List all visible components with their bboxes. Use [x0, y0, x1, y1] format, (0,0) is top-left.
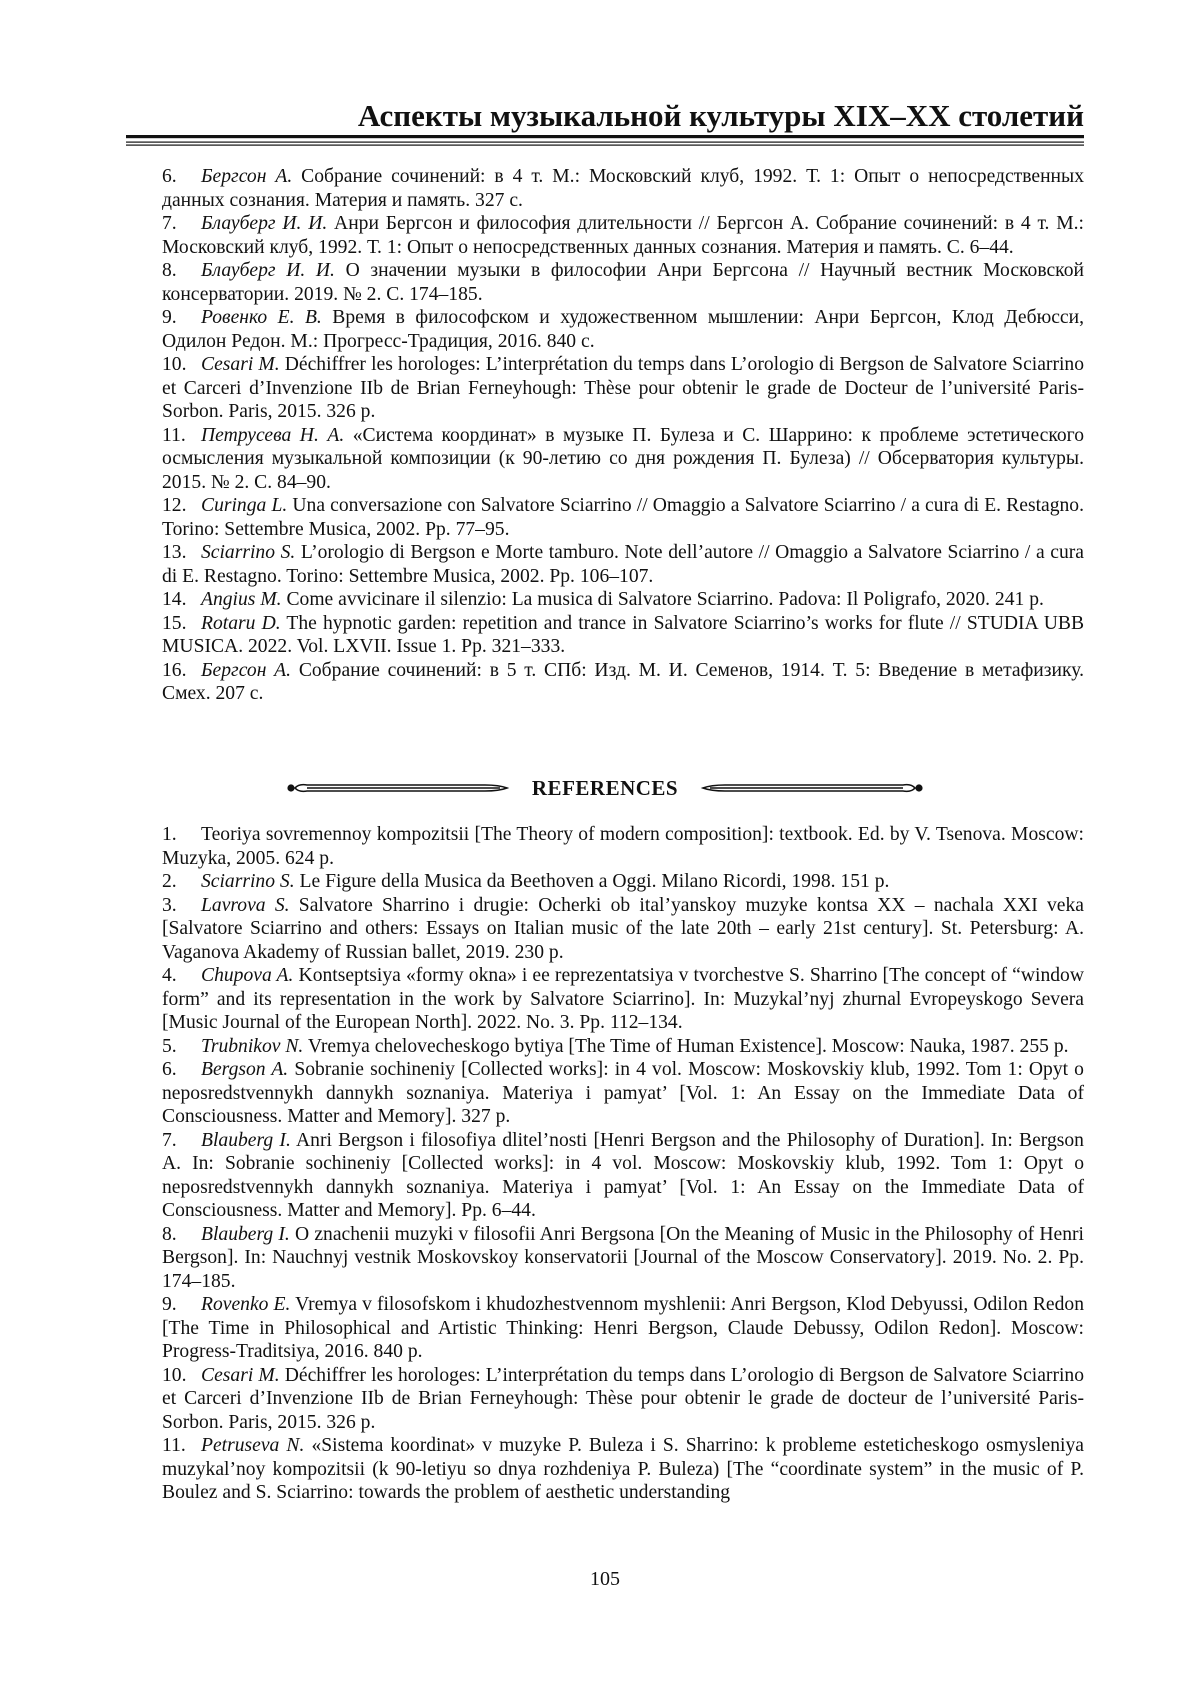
reference-author: Ровенко Е. В. [201, 307, 322, 328]
reference-number: 12. [162, 495, 187, 516]
reference-item [162, 1129, 1084, 1223]
reference-item [162, 1293, 1084, 1364]
reference-item [162, 259, 1084, 306]
reference-number: 8. [162, 260, 177, 281]
reference-item [162, 353, 1084, 424]
reference-item [162, 823, 1084, 870]
reference-item [162, 424, 1084, 495]
reference-number: 2. [162, 871, 177, 892]
reference-number: 1. [162, 824, 177, 845]
reference-item [162, 494, 1084, 541]
reference-author: Sciarrino S. [201, 871, 295, 892]
reference-author: Cesari M. [201, 1364, 280, 1386]
reference-author: Angius M. [201, 589, 282, 610]
reference-text: Sobranie sochineniy [Collected works]: in 4 vol. Moscow: Moskovskiy klub, 1992. Tom 1: Opyt o neposredstvennykh dannykh soznaniya. Materiya i pamyat’ [Vol. 1: An Essay on the Immediate Data of Consciousness. Matter and Memory]. 327 p. [162, 1059, 1084, 1127]
reference-text: Le Figure della Musica da Beethoven a Oggi. Milano Ricordi, 1998. 151 p. [299, 871, 890, 892]
reference-text: «Sistema koordinat» v muzyke P. Buleza i S. Sharrino: k probleme esteticheskogo osmysleniya muzykal’noy kompozitsii (k 90-letiyu so dnya rozhdeniya P. Buleza) [The “coordinate system” in the music of P. Boulez and S. Sciarrino: towards the problem of aesthetic understanding [162, 1435, 1084, 1503]
reference-text: Время в философском и художественном мышлении: Анри Бергсон, Клод Дебюсси, Одилон Редон. М.: Прогресс-Традиция, 2016. 840 с. [162, 307, 1084, 352]
reference-number: 9. [162, 307, 177, 328]
reference-author: Trubnikov N. [201, 1035, 304, 1057]
reference-text: Собрание сочинений: в 4 т. М.: Московский клуб, 1992. Т. 1: Опыт о непосредственных данных сознания. Материя и память. 327 с. [162, 166, 1084, 211]
reference-text: О значении музыки в философии Анри Бергсона // Научный вестник Московской консерватории. 2019. № 2. С. 174–185. [162, 260, 1084, 305]
reference-number: 11. [162, 424, 186, 446]
reference-number: 3. [162, 894, 177, 916]
running-header: Аспекты музыкальной культуры XIX–XX столетий [357, 98, 1084, 133]
header-double-rule [126, 135, 1084, 147]
reference-number: 5. [162, 1035, 177, 1057]
reference-item [162, 870, 1084, 894]
reference-author: Curinga L. [201, 495, 288, 516]
reference-number: 11. [162, 1435, 186, 1456]
reference-number: 13. [162, 542, 187, 563]
reference-number: 7. [162, 213, 177, 234]
reference-text: Salvatore Sharrino i drugie: Ocherki ob ital’yanskoy muzyke kontsa XX – nachala XXI veka [Salvatore Sciarrino and others: Essays on Italian music of the late 20th – early 21st century]. St. Petersburg: A. Vaganova Akademy of Russian ballet, 2019. 230 p. [162, 894, 1084, 963]
reference-author: Петрусева Н. А. [201, 424, 345, 446]
reference-text: Una conversazione con Salvatore Sciarrino // Omaggio a Salvatore Sciarrino / a cura di E. Restagno. Torino: Settembre Musica, 2002. Pp. 77–95. [162, 495, 1085, 540]
references-heading [126, 770, 1084, 806]
reference-item [162, 212, 1084, 259]
reference-text: The hypnotic garden: repetition and trance in Salvatore Sciarrino’s works for flute // STUDIA UBB MUSICA. 2022. Vol. LXVII. Issue 1. Pp. 321–333. [162, 612, 1085, 657]
reference-item [162, 165, 1084, 212]
russian-references-list [162, 165, 1084, 706]
reference-author: Sciarrino S. [201, 542, 296, 563]
reference-author: Petruseva N. [201, 1435, 305, 1456]
reference-text: Anri Bergson i filosofiya dlitel’nosti [Henri Bergson and the Philosophy of Duration]. In: Bergson A. In: Sobranie sochineniy [Collected works]: in 4 vol. Moscow: Moskovskiy klub, 1992. Tom 1: Opyt o neposredstvennykh dannykh soznaniya. Materiya i pamyat’ [Vol. 1: An Essay on the Immediate Data of Consciousness. Matter and Memory]. Pp. 6–44. [162, 1129, 1084, 1221]
reference-author: Blauberg I. [201, 1223, 290, 1245]
reference-item [162, 541, 1084, 588]
reference-item [162, 588, 1084, 612]
right-ornament [700, 780, 925, 796]
reference-text: Come avvicinare il silenzio: La musica di Salvatore Sciarrino. Padova: Il Poligrafo, 2020. 241 p. [286, 589, 1044, 610]
english-references-list [162, 823, 1084, 1505]
reference-text: Kontseptsiya «formy okna» i ee reprezentatsiya v tvorchestve S. Sharrino [The concept of “window form” and its representation in the work by Salvatore Sciarrino]. In: Muzykal’nyj zhurnal Evropeyskogo Severa [Music Journal of the European North]. 2022. No. 3. Pp. 112–134. [162, 965, 1085, 1033]
reference-text: L’orologio di Bergson e Morte tamburo. Note dell’autore // Omaggio a Salvatore Sciarrino / a cura di E. Restagno. Torino: Settembre Musica, 2002. Pp. 106–107. [162, 542, 1084, 587]
reference-author: Blauberg I. [201, 1129, 291, 1151]
reference-number: 8. [162, 1223, 177, 1245]
reference-text: «Система координат» в музыке П. Булеза и С. Шаррино: к проблеме эстетического осмысления музыкальной композиции (к 90-летию со дня рождения П. Булеза) // Обсерватория культуры. 2015. № 2. С. 84–90. [162, 424, 1084, 493]
reference-number: 7. [162, 1129, 177, 1151]
reference-item [162, 894, 1084, 965]
reference-item [162, 659, 1084, 706]
reference-number: 16. [162, 659, 187, 681]
reference-author: Chupova A. [201, 965, 294, 986]
reference-text: Vremya v filosofskom i khudozhestvennom myshlenii: Anri Bergson, Klod Debyussi, Odilon Redon [The Time in Philosophical and Artistic Thinking: Henri Bergson, Claude Debussy, Odilon Redon]. Moscow: Progress-Traditsiya, 2016. 840 p. [162, 1294, 1084, 1362]
reference-item [162, 1035, 1084, 1059]
left-ornament [285, 780, 510, 796]
reference-number: 6. [162, 166, 177, 187]
reference-number: 14. [162, 589, 187, 610]
reference-text: Déchiffrer les horologes: L’interprétation du temps dans L’orologio di Bergson de Salvatore Sciarrino et Carceri d’Invenzione IIb de Brian Ferneyhough: Thèse pour obtenir le grade de Docteur de l’université Paris-Sorbon. Paris, 2015. 326 p. [162, 354, 1085, 422]
reference-author: Бергсон А. [201, 166, 293, 187]
reference-item [162, 306, 1084, 353]
reference-text: Déchiffrer les horologes: L’interprétation du temps dans L’orologio di Bergson de Salvatore Sciarrino et Carceri d’Invenzione IIb de Brian Ferneyhough: Thèse pour obtenir le grade de docteur de l’université Paris-Sorbon. Paris, 2015. 326 p. [162, 1364, 1085, 1433]
reference-text: Собрание сочинений: в 5 т. СПб: Изд. М. И. Семенов, 1914. Т. 5: Введение в метафизику. Смех. 207 с. [162, 659, 1084, 704]
reference-number: 10. [162, 354, 187, 375]
reference-text: Анри Бергсон и философия длительности // Бергсон А. Собрание сочинений: в 4 т. М.: Московский клуб, 1992. Т. 1: Опыт о непосредственных данных сознания. Материя и память. С. 6–44. [162, 213, 1084, 258]
reference-author: Rotaru D. [201, 612, 281, 634]
reference-author: Блауберг И. И. [201, 260, 335, 281]
page-number: 105 [590, 1568, 620, 1590]
reference-text: O znachenii muzyki v filosofii Anri Bergsona [On the Meaning of Music in the Philosophy of Henri Bergson]. In: Nauchnyj vestnik Moskovskoy konservatorii [Journal of the Moscow Conservatory]. 2019. No. 2. Pp. 174–185. [162, 1223, 1084, 1292]
reference-item [162, 1058, 1084, 1129]
reference-item [162, 964, 1084, 1035]
reference-author: Lavrova S. [201, 894, 290, 916]
reference-author: Bergson A. [201, 1059, 289, 1080]
reference-item [162, 1223, 1084, 1294]
reference-item [162, 1434, 1084, 1505]
reference-number: 10. [162, 1364, 187, 1386]
reference-text: Teoriya sovremennoy kompozitsii [The Theory of modern composition]: textbook. Ed. by V. Tsenova. Moscow: Muzyka, 2005. 624 p. [162, 824, 1084, 869]
reference-item [162, 1364, 1084, 1435]
section-title: REFERENCES [531, 775, 679, 800]
reference-number: 15. [162, 612, 187, 634]
reference-author: Бергсон А. [201, 659, 292, 681]
reference-text: Vremya chelovecheskogo bytiya [The Time of Human Existence]. Moscow: Nauka, 1987. 255 p. [307, 1035, 1069, 1057]
reference-number: 9. [162, 1294, 177, 1315]
reference-item [162, 612, 1084, 659]
reference-author: Блауберг И. И. [201, 213, 328, 234]
reference-author: Cesari M. [201, 354, 280, 375]
reference-number: 6. [162, 1059, 177, 1080]
reference-number: 4. [162, 965, 177, 986]
reference-author: Rovenko E. [201, 1294, 291, 1315]
